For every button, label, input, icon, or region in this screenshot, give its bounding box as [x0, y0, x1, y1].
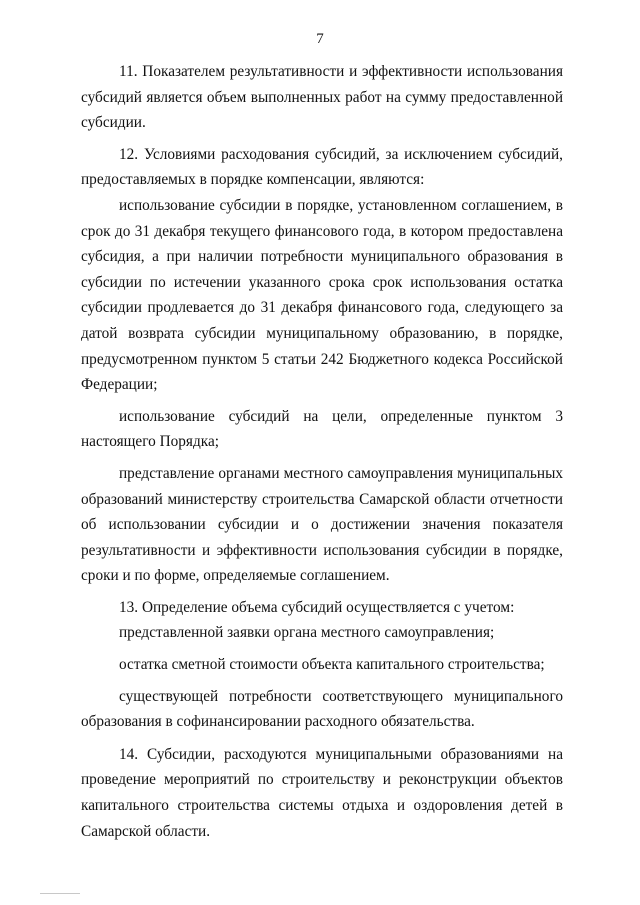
paragraph-12-condition-1: использование субсидии в порядке, установленном соглашением, в срок до 31 декабря текущего финансового года, в котором предоставлена субсидия, а при наличии потребности муниципального образования в субсидии по истечении указанного срока срок использования остатка субсидии продлевается до 31 декабря финансового года, следующего за датой возврата субсидии муниципальному образованию, в порядке, предусмотренном пунктом 5 статьи 242 Бюджетного кодекса Российской Федерации;	[81, 196, 563, 394]
paragraph-12-condition-2: использование субсидий на цели, определенные пунктом 3 настоящего Порядка;	[81, 407, 563, 451]
document-body	[81, 59, 563, 844]
paragraph-11: 11. Показателем результативности и эффективности использования субсидий является объем выполненных работ на сумму предоставленной субсидии.	[81, 63, 563, 132]
paragraph-12: 12. Условиями расходования субсидий, за исключением субсидий, предоставляемых в порядке компенсации, являются:	[81, 145, 563, 189]
paragraph-13-item-3: существующей потребности соответствующего муниципального образования в софинансировании расходного обязательства.	[81, 687, 563, 731]
paragraph-13-item-2: остатка сметной стоимости объекта капитального строительства;	[119, 656, 545, 674]
paragraph-12-condition-3: представление органами местного самоуправления муниципальных образований министерству строительства Самарской области отчетности об использовании субсидии и о достижении значения показателя результативности и эффективности использования субсидии в порядке, сроки и по форме, определяемые соглашением.	[81, 464, 563, 585]
page-number: 7	[316, 31, 324, 47]
scan-artifact-line	[40, 893, 80, 894]
paragraph-13-item-1: представленной заявки органа местного самоуправления;	[119, 624, 495, 642]
paragraph-14: 14. Субсидии, расходуются муниципальными образованиями на проведение мероприятий по строительству и реконструкции объектов капитального строительства системы отдыха и оздоровления детей в Самарской области.	[81, 745, 563, 840]
paragraph-13: 13. Определение объема субсидий осуществляется с учетом:	[119, 598, 515, 616]
